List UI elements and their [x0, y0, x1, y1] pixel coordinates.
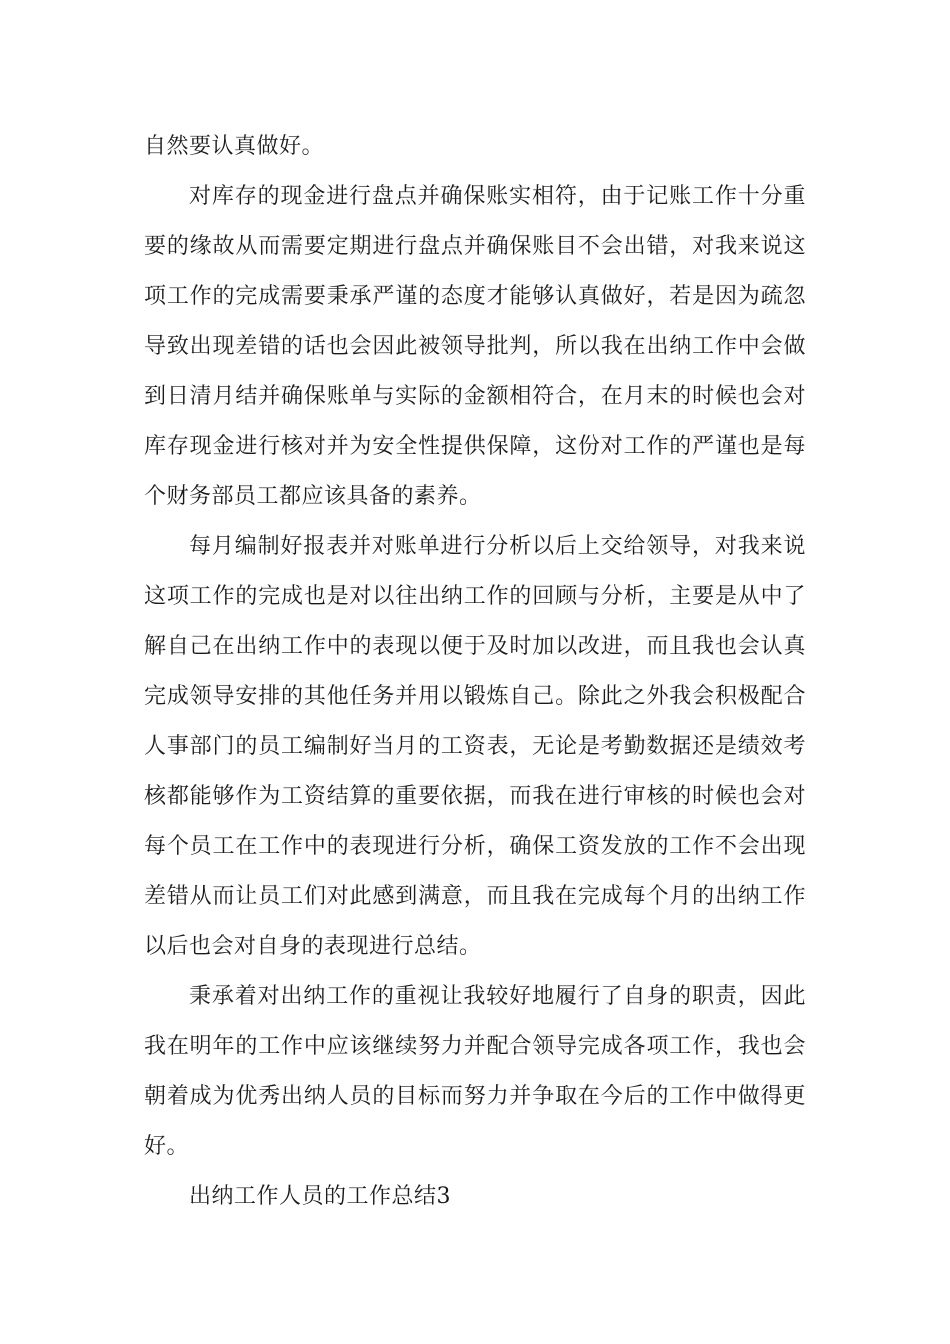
- paragraph-continuation: 自然要认真做好。: [144, 134, 325, 159]
- section-heading: 出纳工作人员的工作总结3: [189, 1184, 451, 1209]
- paragraph-monthly-reports: 每月编制好报表并对账单进行分析以后上交给领导，对我来说这项工作的完成也是对以往出纳工作的回顾与分析，主要是从中了解自己在出纳工作中的表现以便于及时加以改进，而且我也会认真完成领导安排的其他任务并用以锻炼自己。除此之外我会积极配合人事部门的员工编制好当月的工资表，无论是考勤数据还是绩效考核都能够作为工资结算的重要依据，而我在进行审核的时候也会对每个员工在工作中的表现进行分析，确保工资发放的工作不会出现差错从而让员工们对此感到满意，而且我在完成每个月的出纳工作以后也会对自身的表现进行总结。: [144, 534, 806, 959]
- paragraph-conclusion: 秉承着对出纳工作的重视让我较好地履行了自身的职责，因此我在明年的工作中应该继续努力并配合领导完成各项工作，我也会朝着成为优秀出纳人员的目标而努力并争取在今后的工作中做得更好。: [144, 984, 806, 1159]
- document-body: [144, 122, 806, 1222]
- paragraph-cash-inventory: 对库存的现金进行盘点并确保账实相符，由于记账工作十分重要的缘故从而需要定期进行盘点并确保账目不会出错，对我来说这项工作的完成需要秉承严谨的态度才能够认真做好，若是因为疏忽导致出现差错的话也会因此被领导批判，所以我在出纳工作中会做到日清月结并确保账单与实际的金额相符合，在月末的时候也会对库存现金进行核对并为安全性提供保障，这份对工作的严谨也是每个财务部员工都应该具备的素养。: [144, 184, 806, 509]
